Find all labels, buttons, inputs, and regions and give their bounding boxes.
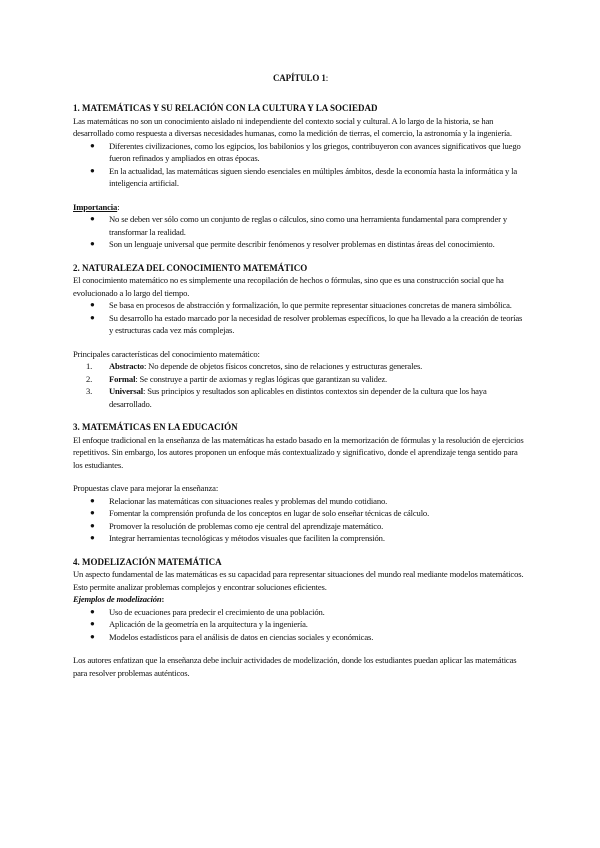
list-item-text: Promover la resolución de problemas como eje central del aprendizaje matemático. <box>109 520 384 531</box>
proposals-intro: Propuestas clave para mejorar la enseñanza: <box>73 483 219 493</box>
bullet-icon: ● <box>90 495 95 505</box>
numbered-item <box>73 360 528 373</box>
section-1 <box>73 102 528 251</box>
list-item-text: Integrar herramientas tecnológicas y métodos visuales que faciliten la comprensión. <box>109 533 385 543</box>
list-item <box>73 238 528 251</box>
chapter-title-text: CAPÍTULO 1 <box>272 73 326 83</box>
section-3-bullets <box>73 495 528 545</box>
list-item <box>73 213 528 238</box>
section-3-intro: El enfoque tradicional en la enseñanza de las matemáticas ha estado basado en la memorización de fórmulas y la resolución de ejercicios repetitivos. Sin embargo, los autores proponen un enfoque más contextualizado y significativo, donde el aprendizaje tenga sentido para los estudiantes. <box>73 434 524 470</box>
list-item <box>73 165 528 190</box>
list-item-text: No se deben ver sólo como un conjunto de reglas o cálculos, sino como una herramienta fundamental para comprender y transformar la realidad. <box>109 214 507 237</box>
bullet-icon: ● <box>90 631 95 641</box>
list-item-text: En la actualidad, las matemáticas siguen siendo esenciales en múltiples ámbitos, desde la economía hasta la informática y la inteligencia artificial. <box>109 165 518 188</box>
bullet-icon: ● <box>90 239 95 248</box>
document-body <box>73 72 528 679</box>
numbered-item <box>73 385 528 410</box>
list-item-text: Aplicación de la geometría en la arquitectura y la ingeniería. <box>109 619 308 629</box>
list-item-text: Modelos estadísticos para el análisis de datos en ciencias sociales y económicas. <box>109 631 374 642</box>
list-item-text: Son un lenguaje universal que permite describir fenómenos y resolver problemas en distintas áreas del conocimiento. <box>109 239 495 249</box>
section-3 <box>73 421 528 545</box>
importance-label: Importancia <box>73 201 118 212</box>
bullet-icon: ● <box>90 165 95 175</box>
bullet-icon: ● <box>90 300 95 309</box>
section-4-bullets <box>73 606 528 644</box>
examples-colon: : <box>161 594 165 604</box>
examples-label-line <box>73 593 528 606</box>
bullet-icon: ● <box>90 312 95 322</box>
feature-term: Formal <box>109 373 136 384</box>
importance-colon: : <box>117 201 120 212</box>
list-item-text: Se basa en procesos de abstracción y formalización, lo que permite representar situaciones concretas de manera simbólica. <box>109 300 512 310</box>
chapter-title <box>73 72 528 85</box>
bullet-icon: ● <box>90 214 95 223</box>
section-4-intro: Un aspecto fundamental de las matemáticas es su capacidad para representar situaciones del mundo real mediante modelos matemáticos. Esto permite analizar problemas complejos y encontrar soluciones eficientes. <box>73 569 524 592</box>
bullet-icon: ● <box>90 140 95 150</box>
section-2-heading: 2. NATURALEZA DEL CONOCIMIENTO MATEMÁTICO <box>73 262 308 273</box>
numbered-item <box>73 373 528 386</box>
list-item-text: Diferentes civilizaciones, como los egipcios, los babilonios y los griegos, contribuyeron con avances significativos que luego fueron refinados y ampliados en otras épocas. <box>109 140 521 163</box>
bullet-icon: ● <box>90 508 95 517</box>
list-item <box>73 532 528 545</box>
list-item <box>73 520 528 533</box>
section-2-bullets <box>73 299 528 337</box>
feature-text: : Se construye a partir de axiomas y reglas lógicas que garantizan su validez. <box>135 373 388 384</box>
importance-label-line <box>73 201 528 214</box>
features-intro: Principales características del conocimiento matemático: <box>73 348 260 359</box>
item-number: 2. <box>86 373 93 384</box>
examples-label: Ejemplos de modelización <box>73 594 162 604</box>
feature-text: : Sus principios y resultados son aplicables en distintos contextos sin depender de la cultura que los haya desarrollado. <box>109 386 487 409</box>
list-item <box>73 140 528 165</box>
feature-text: : No depende de objetos físicos concretos, sino de relaciones y estructuras generales. <box>143 361 423 371</box>
chapter-title-colon: : <box>325 73 329 83</box>
section-1-bullets <box>73 140 528 190</box>
importance-bullets <box>73 213 528 251</box>
section-4-closing: Los autores enfatizan que la enseñanza debe incluir actividades de modelización, donde los estudiantes puedan aplicar las matemáticas para resolver problemas auténticos. <box>73 655 517 678</box>
item-number: 3. <box>86 386 93 396</box>
section-4 <box>73 556 528 680</box>
bullet-icon: ● <box>90 619 95 628</box>
features-list <box>73 360 528 410</box>
section-2 <box>73 262 528 411</box>
section-1-heading: 1. MATEMÁTICAS Y SU RELACIÓN CON LA CULTURA Y LA SOCIEDAD <box>73 103 378 113</box>
feature-term: Abstracto <box>109 361 144 371</box>
item-number: 1. <box>86 361 93 371</box>
list-item <box>73 495 528 508</box>
bullet-icon: ● <box>90 606 95 616</box>
list-item <box>73 618 528 631</box>
list-item-text: Su desarrollo ha estado marcado por la necesidad de resolver problemas específicos, lo que ha llevado a la creación de teorías y estructuras cada vez más complejas. <box>109 312 523 335</box>
list-item <box>73 299 528 312</box>
list-item-text: Fomentar la comprensión profunda de los conceptos en lugar de solo enseñar técnicas de cálculo. <box>109 508 430 518</box>
section-2-intro: El conocimiento matemático no es simplemente una recopilación de hechos o fórmulas, sino que es una construcción social que ha evolucionado a lo largo del tiempo. <box>73 275 504 298</box>
section-4-heading: 4. MODELIZACIÓN MATEMÁTICA <box>73 556 222 567</box>
list-item <box>73 312 528 337</box>
feature-term: Universal <box>109 386 143 396</box>
list-item <box>73 507 528 520</box>
bullet-icon: ● <box>90 533 95 542</box>
list-item-text: Relacionar las matemáticas con situaciones reales y problemas del mundo cotidiano. <box>109 495 388 506</box>
bullet-icon: ● <box>90 520 95 530</box>
list-item-text: Uso de ecuaciones para predecir el crecimiento de una población. <box>109 606 325 617</box>
list-item <box>73 606 528 619</box>
list-item <box>73 631 528 644</box>
section-1-intro: Las matemáticas no son un conocimiento aislado ni independiente del contexto social y cultural. A lo largo de la historia, se han desarrollado como respuesta a diversas necesidades humanas, como la medición de tierras, el comercio, la astronomía y la ingeniería. <box>73 115 512 138</box>
section-3-heading: 3. MATEMÁTICAS EN LA EDUCACIÓN <box>73 422 238 432</box>
